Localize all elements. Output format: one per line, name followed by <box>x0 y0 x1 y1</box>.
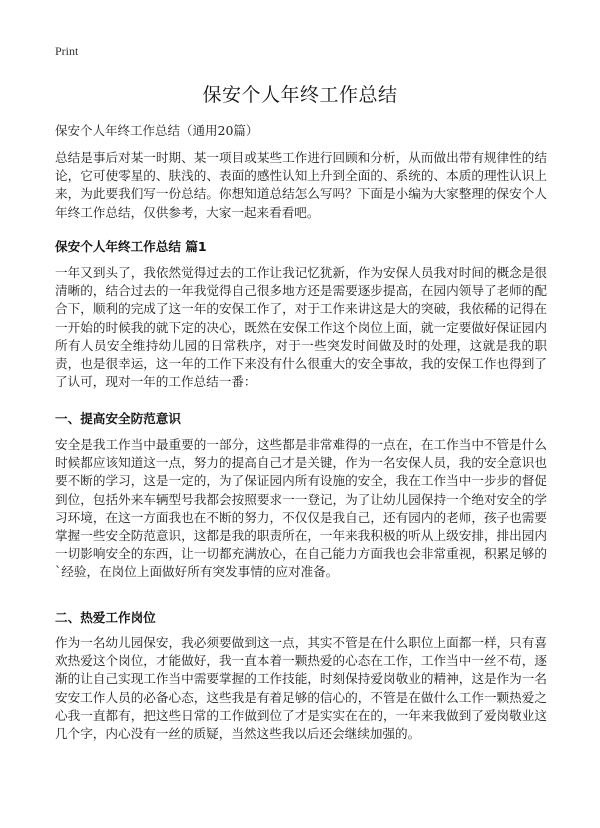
heading-2: 二、热爱工作岗位 <box>55 610 156 625</box>
paragraph-1: 一年又到头了，我依然觉得过去的工作让我记忆犹新，作为安保人员我对时间的概念是很清晰的，结合过去的一年我觉得自己很多地方还是需要逐步提高，在园内领导了老师的配合下，顺利的完成了这一年的安保工作了，对于工作来讲这是大的突破，我依稀的记得在一开始的时候我的就下定的决心，既然在安保工作这个岗位上面，就一定要做好保证园内所有人员安全维持幼儿园的日常秩序，对于一些突发时间做及时的处理，这就是我的职责，也是很幸运，这一年的工作下来没有什么很重大的安全事故，我的安保工作也得到了了认可，现对一年的工作总结一番： <box>55 265 547 390</box>
heading-1: 一、提高安全防范意识 <box>55 411 181 426</box>
print-label[interactable]: Print <box>55 44 79 58</box>
paragraph-2: 安全是我工作当中最重要的一部分，这些都是非常难得的一点在，在工作当中不管是什么时候都应该知道这一点，努力的提高自己才是关键，作为一名安保人员，我的安全意识也要不断的学习，这是一定的，为了保证园内所有设施的安全，我在工作当中一步步的督促到位，包括外来车辆型号我都会按照要求一一登记，为了让幼儿园保持一个绝对安全的学习环境，在这一方面我也在不断的努力，不仅仅是我自己，还有园内的老师，孩子也需要掌握一些安全防范意识，这都是我的职责所在，一年来我积极的听从上级安排，排出园内一切影响安全的东西，让一切都充满放心，在自己能力方面我也会非常重视，积累足够的`经验，在岗位上面做好所有突发事情的应对准备。 <box>55 437 547 580</box>
paragraph-3: 作为一名幼儿园保安，我必须要做到这一点，其实不管是在什么职位上面都一样，只有喜欢热爱这个岗位，才能做好，我一直本着一颗热爱的心态在工作，工作当中一丝不苟，逐渐的让自己实现工作当中需要掌握的工作技能，时刻保持爱岗敬业的精神，这是作为一名安安工作人员的必备心态，这些我是有着足够的信心的，不管是在做什么工作一颗热爱之心我一直都有，把这些日常的工作做到位了才是实实在在的，一年来我做到了爱岗敬业这几个字，内心没有一丝的质疑，当然这些我以后还会继续加强的。 <box>55 635 547 742</box>
document-subtitle: 保安个人年终工作总结（通用20篇） <box>55 123 259 138</box>
section-heading: 保安个人年终工作总结 篇1 <box>55 239 207 254</box>
intro-paragraph: 总结是事后对某一时期、某一项目或某些工作进行回顾和分析，从而做出带有规律性的结论，它可使零星的、肤浅的、表面的感性认知上升到全面的、系统的、本质的理性认识上来，为此要我们写一份总结。你想知道总结怎么写吗？下面是小编为大家整理的保安个人年终工作总结，仅供参考，大家一起来看看吧。 <box>55 150 547 220</box>
document-title: 保安个人年终工作总结 <box>202 84 398 106</box>
